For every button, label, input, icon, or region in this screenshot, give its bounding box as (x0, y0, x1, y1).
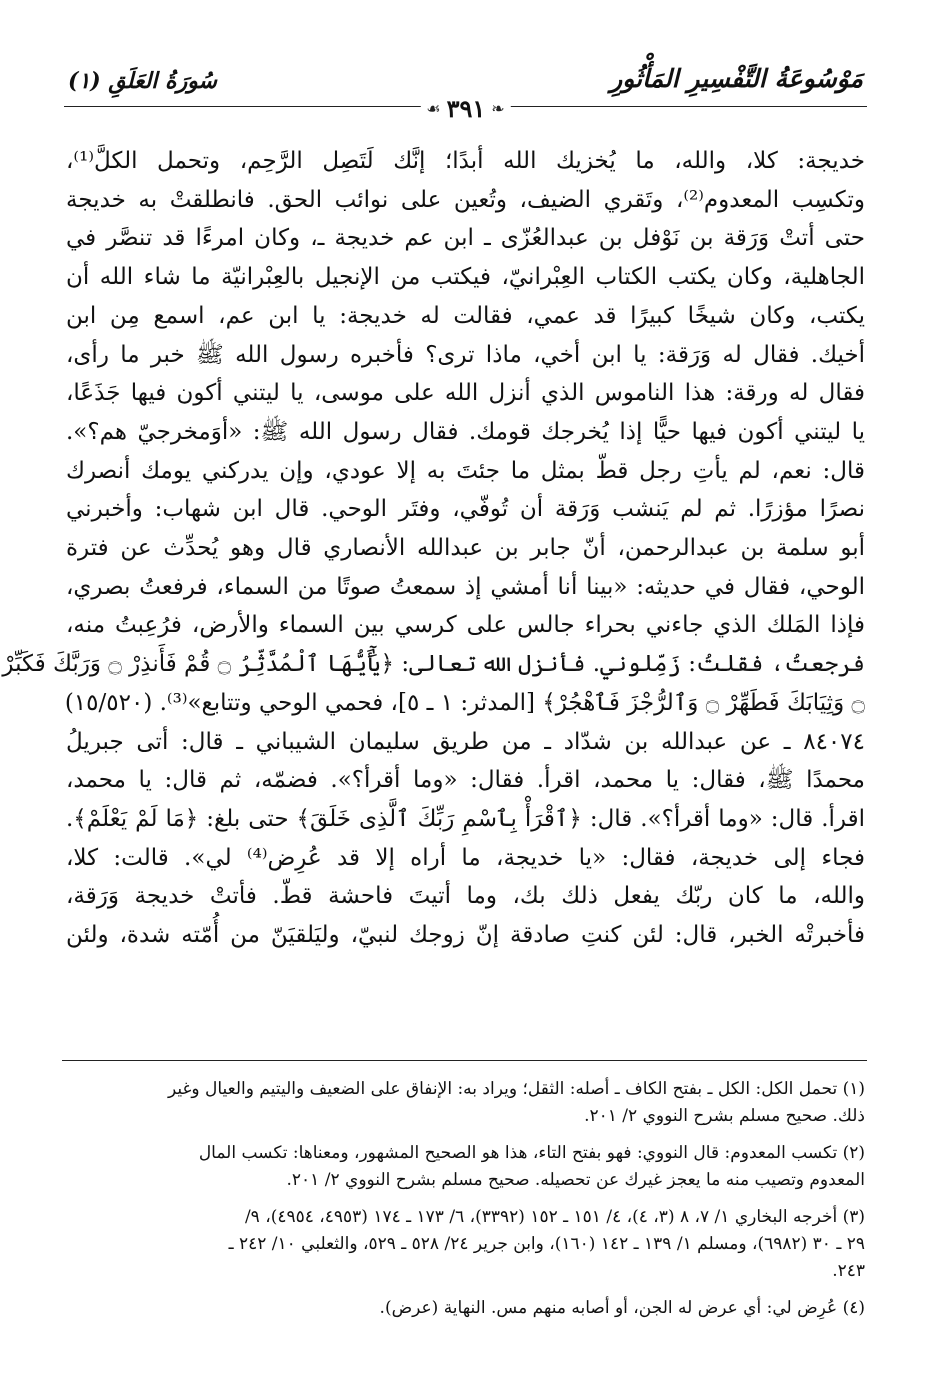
ornament-icon: ☙ (426, 99, 441, 118)
footnote-line: المعدوم وتصيب منه ما يعجز غيرك عن تحصيله. صحيح مسلم بشرح النووي ٢/ ٢٠١. (286, 1170, 865, 1190)
text-line: يا ليتني أكون فيها حيًّا إذا يُخرجك قومك. فقال رسول الله ﷺ: «أوَمخرجيّ هم؟». (66, 418, 865, 445)
footnote-line: ٢٤٣. (832, 1261, 865, 1281)
text-line: فأخبرتْه الخبر، قال: لئن كنتِ صادقة إنّ زوجك لنبيّ، وليَلقيَنّ من أُمّته شدة، ولئن (66, 922, 865, 949)
text-line: فقال له ورقة: هذا الناموس الذي أنزل الله على موسى، يا ليتني أكون فيها جَذَعًا، (66, 380, 865, 407)
footnote (66, 1076, 865, 1130)
text-line: الوحي، فقال في حديثه: «بينا أنا أمشي إذ سمعتُ صوتًا من السماء، فرفعتُ بصري، (66, 573, 865, 600)
text-line: الجاهلية، وكان يكتب الكتاب العِبْرانيّ، فيكتب من الإنجيل بالعِبْرانيّة ما شاء الله أن (66, 264, 865, 291)
footnote (66, 1295, 865, 1322)
footnote-line: (١) تحمل الكل: الكل ـ بفتح الكاف ـ أصله: الثقل؛ ويراد به: الإنفاق على الضعيف واليتيم والعيال وغير (168, 1079, 865, 1099)
main-text (2, 142, 866, 955)
text-line: والله، ما كان ربّك يفعل ذلك بك، وما أتيتَ فاحشة قطّ. فأتتْ خديجة وَرَقة، (66, 883, 865, 910)
text-line: أبو سلمة بن عبدالرحمن، أنّ جابر بن عبدالله الأنصاري قال وهو يُحدِّث عن فترة (66, 535, 865, 562)
text-line: ۝ وَثِيَابَكَ فَطَهِّرْ ۝ وَٱلرُّجْزَ فَٱهْجُرْ﴾ [المدثر: ١ ـ ٥]، فحمي الوحي وتتابع»⁽³⁾. (١٥/٥٢٠) (64, 689, 865, 716)
text-line: يكتب، وكان شيخًا كبيرًا قد عمي، فقالت له خديجة: يا ابن عم، اسمع مِن ابن (66, 302, 865, 329)
text-line: حتى أتتْ وَرَقة بن نَوْفل بن عبدالعُزّى ـ ابن عم خديجة ـ، وكان امرءًا قد تنصَّر في (66, 225, 865, 252)
text-line: نصرًا مؤزرًا. ثم لم يَنشب وَرَقة أن تُوفّي، وفتَر الوحي. قال ابن شهاب: وأخبرني (66, 496, 865, 523)
text-line: خديجة: كلا، والله، ما يُخزيك الله أبدًا؛ إنَّك لَتَصِل الرَّحِم، وتحمل الكلَّ⁽¹⁾، (66, 148, 865, 174)
footnote (66, 1140, 865, 1194)
page-number-box (420, 94, 510, 123)
footnote-line: ٢٩ ـ ٣٠ (٦٩٨٢)، ومسلم ١/ ١٣٩ ـ ١٤٢ (١٦٠)، وابن جرير ٢٤/ ٥٢٨ ـ ٥٢٩، والثعلبي ١٠/ ٢٤٢ ـ (228, 1234, 865, 1254)
text-line: محمدًا ﷺ، فقال: يا محمد، اقرأ. فقال: «وما أقرأ؟». فضمّه، ثم قال: يا محمد، (66, 767, 865, 794)
footnote (66, 1204, 865, 1285)
footnote-line: (٣) أخرجه البخاري ١/ ٧، ٨ (٣، ٤)، ٤/ ١٥١ ـ ١٥٢ (٣٣٩٢)، ٦/ ١٧٣ ـ ١٧٤ (٤٩٥٣، ٤٩٥٤)، ٩/ (244, 1207, 865, 1227)
page-number: ٣٩١ (446, 94, 486, 123)
ornament-icon: ❧ (491, 99, 505, 118)
text-line: قال: نعم، لم يأتِ رجل قطّ بمثل ما جئتَ به إلا عودي، وإن يدركني يومك أنصرك (66, 457, 865, 484)
footnote-line: (٤) عُرِض لي: أي عرض له الجن، أو أصابه منهم مس. النهاية (عرض). (379, 1298, 865, 1318)
book-title: مَوْسُوعَةُ التَّفْسِيرِ المَأْثُورِ (610, 64, 863, 93)
text-line: فرجعتُ، فقلتُ: زَمِّلوني. فأنزل الله تعالى: ﴿يَٰٓأَيُّهَا ٱلْمُدَّثِّرُ ۝ قُمْ فَأَنذِرْ ۝ وَرَبَّكَ فَكَبِّرْ (2, 651, 865, 678)
footnote-line: (٢) تكسب المعدوم: قال النووي: فهو بفتح التاء، هذا هو الصحيح المشهور، ومعناها: تكسب المال (198, 1143, 865, 1163)
page-header (64, 62, 867, 123)
footnote-separator (62, 1060, 867, 1061)
text-line: فإذا المَلك الذي جاءني بحراء جالس على كرسي بين السماء والأرض، فرُعِبتُ منه، (66, 612, 865, 639)
surah-title: سُورَةُ العَلَقِ (١) (68, 68, 217, 94)
text-line: وتكسِب المعدوم⁽²⁾، وتَقري الضيف، وتُعين على نوائب الحق. فانطلقتْ به خديجة (66, 186, 866, 213)
footnotes (66, 1076, 865, 1332)
text-line: أخيك. فقال له وَرَقة: يا ابن أخي، ماذا ترى؟ فأخبره رسول الله ﷺ خبر ما رأى، (66, 341, 865, 368)
text-line: ٨٤٠٧٤ ـ عن عبدالله بن شدّاد ـ من طريق سليمان الشيباني ـ قال: أتى جبريلُ (66, 728, 865, 755)
text-line: فجاء إلى خديجة، فقال: «يا خديجة، ما أراه إلا قد عُرِض⁽⁴⁾ لي». قالت: كلا، (66, 844, 865, 871)
footnote-line: ذلك. صحيح مسلم بشرح النووي ٢/ ٢٠١. (584, 1106, 865, 1126)
text-line: اقرأ. قال: «وما أقرأ؟». قال: ﴿ٱقْرَأْ بِٱسْمِ رَبِّكَ ٱلَّذِى خَلَقَ﴾ حتى بلغ: ﴿مَا لَمْ يَعْلَمْ﴾. (66, 805, 865, 832)
